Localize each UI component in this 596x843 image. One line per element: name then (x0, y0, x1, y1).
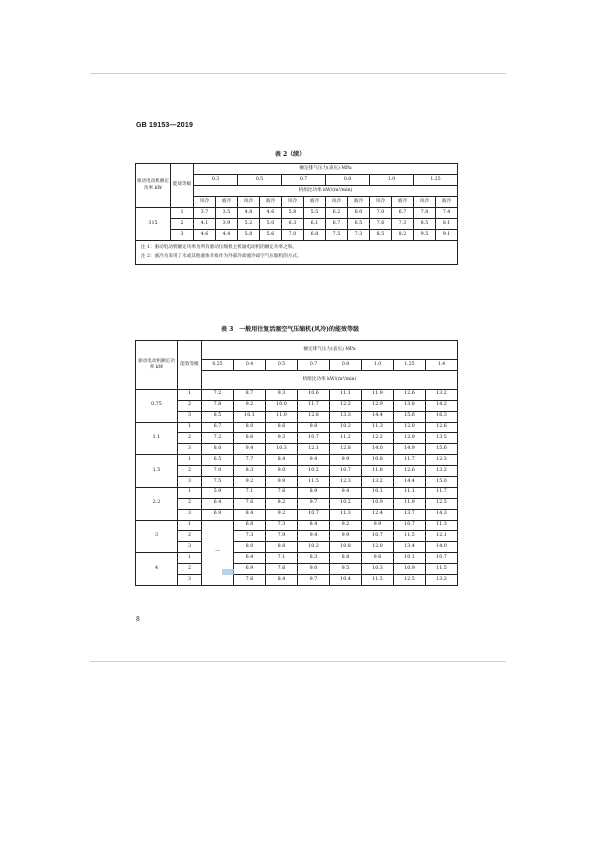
specific-power-value: 11.3 (426, 520, 458, 531)
specific-power-value: 12.5 (394, 575, 426, 586)
table-row (136, 444, 458, 455)
efficiency-level: 2 (178, 498, 202, 509)
pressure-value: 0.7 (282, 175, 326, 186)
pressure-value: 0.5 (266, 360, 298, 371)
specific-power-value: 7.6 (266, 564, 298, 575)
specific-power-value: 12.5 (426, 498, 458, 509)
efficiency-level: 1 (171, 208, 194, 219)
specific-power-value: 9.4 (298, 531, 330, 542)
specific-power-value: 9.7 (298, 498, 330, 509)
specific-power-value: 9.9 (330, 455, 362, 466)
specific-power-value: 7.0 (370, 208, 392, 219)
specific-power-value: 12.9 (362, 400, 394, 411)
specific-power-value: 10.7 (362, 531, 394, 542)
table-row (136, 520, 458, 531)
pressure-value: 0.4 (234, 360, 266, 371)
specific-power-value: 10.2 (330, 422, 362, 433)
specific-power-value: 9.9 (266, 477, 298, 488)
efficiency-level-header: 能效等级 (178, 341, 202, 390)
specific-power-value: 14.3 (426, 509, 458, 520)
cooling-type: 风冷 (370, 197, 392, 208)
specific-power-value: 12.2 (330, 400, 362, 411)
specific-power-value: 12.1 (298, 444, 330, 455)
efficiency-level-header: 能效等级 (171, 164, 194, 208)
pressure-value: 0.25 (202, 360, 234, 371)
cooling-type: 风冷 (414, 197, 436, 208)
motor-power-value: 1.5 (136, 455, 178, 488)
specific-power-value: 5.8 (282, 208, 304, 219)
efficiency-level: 2 (178, 531, 202, 542)
top-rule (90, 73, 506, 74)
table-row (136, 208, 458, 219)
specific-power-value: 7.4 (436, 208, 458, 219)
specific-power-value: 11.1 (394, 487, 426, 498)
specific-power-value: 12.8 (330, 444, 362, 455)
efficiency-level: 1 (178, 520, 202, 531)
specific-power-value: 11.5 (298, 477, 330, 488)
specific-power-value: 7.3 (348, 230, 370, 241)
specific-power-value: 8.4 (298, 520, 330, 531)
specific-power-value: 8.0 (234, 422, 266, 433)
specific-power-value: 7.1 (266, 553, 298, 564)
table-3 (135, 340, 458, 586)
cooling-type: 风冷 (326, 197, 348, 208)
specific-power-value: 8.7 (234, 389, 266, 400)
specific-power-value: 9.4 (298, 455, 330, 466)
specific-power-value: 10.7 (330, 466, 362, 477)
efficiency-level: 1 (178, 487, 202, 498)
specific-power-value: 11.3 (330, 509, 362, 520)
cooling-type: 风冷 (194, 197, 216, 208)
specific-power-value: 6.5 (348, 219, 370, 230)
cooling-type: 液冷 (304, 197, 326, 208)
specific-power-value: 16.3 (426, 411, 458, 422)
specific-power-value: 6.2 (326, 208, 348, 219)
pressure-value: 1.25 (414, 175, 458, 186)
specific-power-value: 12.4 (362, 509, 394, 520)
specific-power-value: 7.6 (266, 487, 298, 498)
pressure-value: 0.7 (298, 360, 330, 371)
table-row (136, 230, 458, 241)
specific-power-value: 12.3 (330, 477, 362, 488)
specific-power-value: 13.3 (330, 411, 362, 422)
table-row (136, 531, 458, 542)
specific-power-value: 9.9 (362, 520, 394, 531)
specific-power-value: 3.5 (216, 208, 238, 219)
specific-power-value: 8.2 (266, 498, 298, 509)
specific-power-value: 11.7 (394, 455, 426, 466)
specific-power-value: 6.5 (202, 455, 234, 466)
pressure-header: 额定排气压力(表压) MPa (202, 341, 458, 360)
specific-power-value: 10.2 (298, 542, 330, 553)
specific-power-value: 8.6 (266, 422, 298, 433)
efficiency-level: 3 (178, 575, 202, 586)
specific-power-value: 11.0 (266, 411, 298, 422)
specific-power-value: 4.6 (260, 208, 282, 219)
specific-power-value: 8.9 (298, 487, 330, 498)
cooling-type: 风冷 (238, 197, 260, 208)
specific-power-value: 3.7 (194, 208, 216, 219)
specific-power-value: 13.2 (426, 466, 458, 477)
specific-power-value: 8.8 (266, 542, 298, 553)
specific-power-value: 8.4 (266, 455, 298, 466)
specific-power-value: 11.7 (298, 400, 330, 411)
specific-power-value: 9.5 (414, 230, 436, 241)
motor-power-value: 3 (136, 520, 178, 553)
specific-power-value: 8.3 (234, 466, 266, 477)
specific-power-value: 7.5 (326, 230, 348, 241)
specific-power-value: 12.6 (426, 422, 458, 433)
efficiency-level: 2 (178, 433, 202, 444)
specific-power-value: 10.4 (330, 575, 362, 586)
specific-power-value: 12.6 (394, 466, 426, 477)
specific-power-value: 11.8 (362, 466, 394, 477)
specific-power-value: 10.3 (266, 444, 298, 455)
specific-power-value: 10.1 (234, 411, 266, 422)
motor-power-value: 2.2 (136, 487, 178, 520)
cooling-type: 液冷 (260, 197, 282, 208)
specific-power-value: 6.4 (202, 498, 234, 509)
specific-power-value: 6.8 (234, 520, 266, 531)
table-row (136, 455, 458, 466)
specific-power-value: 10.9 (362, 498, 394, 509)
specific-power-value: 4.4 (216, 230, 238, 241)
specific-power-value: 12.0 (394, 422, 426, 433)
table-row (136, 400, 458, 411)
table-row (136, 477, 458, 488)
specific-power-value: 8.3 (298, 553, 330, 564)
specific-power-value: 9.7 (298, 575, 330, 586)
specific-power-value: 5.6 (260, 230, 282, 241)
motor-power-value: 1.1 (136, 422, 178, 455)
specific-power-value: 10.7 (298, 433, 330, 444)
specific-power-value: 14.0 (362, 444, 394, 455)
specific-power-value: 15.0 (426, 477, 458, 488)
specific-power-header: 机组比功率 kW/(m³/min) (202, 370, 458, 389)
specific-power-value: 7.8 (202, 400, 234, 411)
specific-power-value: 7.9 (266, 531, 298, 542)
specific-power-value: 7.6 (234, 575, 266, 586)
specific-power-value: 6.7 (392, 208, 414, 219)
cooling-type: 液冷 (348, 197, 370, 208)
specific-power-value: 6.3 (282, 219, 304, 230)
specific-power-value: 9.1 (436, 230, 458, 241)
efficiency-level: 3 (178, 411, 202, 422)
specific-power-value: 8.2 (392, 230, 414, 241)
specific-power-value: 9.8 (298, 422, 330, 433)
specific-power-value: 4.8 (238, 208, 260, 219)
specific-power-value: 5.9 (202, 487, 234, 498)
specific-power-value: 8.5 (202, 411, 234, 422)
specific-power-value: 9.3 (266, 389, 298, 400)
specific-power-value: 10.2 (298, 466, 330, 477)
pressure-value: 0.5 (238, 175, 282, 186)
specific-power-value: 10.1 (362, 487, 394, 498)
specific-power-value: 7.0 (202, 466, 234, 477)
specific-power-value: 9.0 (266, 466, 298, 477)
specific-power-value: 4.6 (194, 230, 216, 241)
specific-power-value: 15.6 (394, 411, 426, 422)
specific-power-value: 7.3 (266, 520, 298, 531)
specific-power-value: 9.6 (362, 553, 394, 564)
motor-power-header: 驱动电动机额定功率 kW (136, 164, 171, 208)
specific-power-value: 14.4 (394, 477, 426, 488)
specific-power-value: 7.3 (234, 531, 266, 542)
motor-power-value: 0.75 (136, 389, 178, 422)
table-row (136, 575, 458, 586)
motor-power-header: 驱动电动机额定功率 kW (136, 341, 178, 390)
specific-power-value: 7.6 (370, 219, 392, 230)
specific-power-value: 13.5 (426, 433, 458, 444)
specific-power-header: 机组比功率 kW/(m³/min) (194, 186, 458, 197)
table2-caption: 表 2（续） (274, 151, 306, 158)
specific-power-value: 9.2 (330, 520, 362, 531)
specific-power-value: 6.9 (234, 564, 266, 575)
efficiency-level: 2 (178, 564, 202, 575)
bottom-rule (90, 661, 506, 662)
specific-power-value: 13.2 (426, 389, 458, 400)
specific-power-value: 13.2 (362, 477, 394, 488)
specific-power-value: 8.4 (266, 575, 298, 586)
specific-power-value: 10.7 (394, 520, 426, 531)
table-row (136, 509, 458, 520)
specific-power-value: 8.4 (234, 509, 266, 520)
specific-power-value: 9.4 (234, 444, 266, 455)
specific-power-value: 10.9 (394, 564, 426, 575)
specific-power-value: 12.8 (298, 411, 330, 422)
motor-power-value: 4 (136, 553, 178, 586)
specific-power-value: 9.0 (298, 564, 330, 575)
specific-power-value: 5.5 (304, 208, 326, 219)
specific-power-value: 3.9 (216, 219, 238, 230)
specific-power-value: 7.1 (234, 487, 266, 498)
table-row (136, 411, 458, 422)
specific-power-value: 8.5 (370, 230, 392, 241)
specific-power-value: 9.2 (266, 509, 298, 520)
specific-power-value: 10.8 (330, 542, 362, 553)
specific-power-value: 8.6 (234, 433, 266, 444)
specific-power-value: 11.7 (426, 487, 458, 498)
specific-power-value: 12.6 (394, 389, 426, 400)
highlight-mark (222, 569, 234, 575)
efficiency-level: 2 (171, 219, 194, 230)
specific-power-value: 12.9 (394, 433, 426, 444)
specific-power-value: 4.1 (194, 219, 216, 230)
specific-power-value: 6.0 (348, 208, 370, 219)
specific-power-value: 13.4 (394, 542, 426, 553)
efficiency-level: 1 (178, 389, 202, 400)
specific-power-value: 6.7 (326, 219, 348, 230)
specific-power-value: 8.0 (234, 542, 266, 553)
specific-power-value: 10.3 (362, 564, 394, 575)
specific-power-value: 8.8 (330, 553, 362, 564)
specific-power-value: 11.3 (362, 422, 394, 433)
cooling-type: 风冷 (282, 197, 304, 208)
efficiency-level: 3 (178, 542, 202, 553)
specific-power-value: 6.1 (304, 219, 326, 230)
pressure-value: 1.4 (426, 360, 458, 371)
pressure-value: 0.8 (330, 360, 362, 371)
specific-power-value: 12.2 (362, 433, 394, 444)
specific-power-value: 9.3 (266, 433, 298, 444)
not-applicable-cell: — (202, 520, 234, 585)
specific-power-value: 10.0 (266, 400, 298, 411)
specific-power-value: 11.5 (394, 531, 426, 542)
specific-power-value: 10.1 (394, 553, 426, 564)
efficiency-level: 3 (178, 509, 202, 520)
specific-power-value: 6.8 (304, 230, 326, 241)
table-row (136, 389, 458, 400)
specific-power-value: 14.4 (362, 411, 394, 422)
specific-power-value: 11.9 (362, 389, 394, 400)
specific-power-value: 12.0 (362, 542, 394, 553)
table-row (136, 487, 458, 498)
specific-power-value: 11.2 (330, 433, 362, 444)
specific-power-value: 13.8 (394, 400, 426, 411)
specific-power-value: 9.5 (330, 564, 362, 575)
specific-power-value: 12.3 (426, 455, 458, 466)
specific-power-value: 7.5 (202, 477, 234, 488)
pressure-value: 0.8 (326, 175, 370, 186)
specific-power-value: 7.2 (202, 389, 234, 400)
specific-power-value: 7.3 (392, 219, 414, 230)
specific-power-value: 5.0 (260, 219, 282, 230)
specific-power-value: 7.2 (202, 433, 234, 444)
specific-power-value: 7.6 (234, 498, 266, 509)
pressure-value: 1.0 (362, 360, 394, 371)
table-row (136, 422, 458, 433)
table-note: 注 1：驱动电动机额定功率为所有驱动压缩机主机轴电动机的额定功率之和。 (141, 245, 297, 250)
specific-power-value: 7.0 (282, 230, 304, 241)
table-row (136, 466, 458, 477)
specific-power-value: 10.7 (298, 509, 330, 520)
efficiency-level: 2 (178, 466, 202, 477)
specific-power-value: 11.1 (330, 389, 362, 400)
specific-power-value: 5.2 (238, 219, 260, 230)
efficiency-level: 1 (178, 422, 202, 433)
motor-power-value: 315 (136, 208, 171, 241)
table-note: 注 2：液冷为采用了水或其他液体介质作为外部冷却液冷却空气压缩机的方式。 (141, 253, 302, 259)
specific-power-value: 6.7 (202, 422, 234, 433)
specific-power-value: 7.8 (414, 208, 436, 219)
specific-power-value: 13.7 (394, 509, 426, 520)
specific-power-value: 10.7 (426, 553, 458, 564)
specific-power-value: 10.8 (362, 455, 394, 466)
specific-power-value: 9.9 (330, 531, 362, 542)
specific-power-value: 10.6 (298, 389, 330, 400)
table-row (136, 219, 458, 230)
table-notes (136, 241, 458, 265)
table-2 (135, 163, 458, 265)
specific-power-value: 10.2 (330, 498, 362, 509)
cooling-type: 液冷 (436, 197, 458, 208)
document-code: GB 19153—2019 (136, 122, 194, 129)
specific-power-value: 15.6 (426, 444, 458, 455)
specific-power-value: 14.0 (426, 542, 458, 553)
specific-power-value: 9.2 (234, 400, 266, 411)
cooling-type: 液冷 (392, 197, 414, 208)
efficiency-level: 2 (178, 400, 202, 411)
specific-power-value: 14.9 (394, 444, 426, 455)
table-row (136, 542, 458, 553)
specific-power-value: 14.2 (426, 400, 458, 411)
cooling-type: 液冷 (216, 197, 238, 208)
specific-power-value: 5.8 (238, 230, 260, 241)
specific-power-value: 8.0 (202, 444, 234, 455)
specific-power-value: 11.5 (426, 564, 458, 575)
specific-power-value: 8.1 (436, 219, 458, 230)
table-row (136, 498, 458, 509)
page-number: 8 (136, 616, 140, 623)
specific-power-value: 6.4 (234, 553, 266, 564)
pressure-value: 0.3 (194, 175, 238, 186)
specific-power-value: 8.5 (414, 219, 436, 230)
specific-power-value: 9.2 (234, 477, 266, 488)
table3-caption: 表 3 一般用往复活塞空气压缩机(风冷)的能效等级 (221, 326, 359, 333)
specific-power-value: 9.4 (330, 487, 362, 498)
pressure-value: 1.0 (370, 175, 414, 186)
specific-power-value: 6.9 (202, 509, 234, 520)
efficiency-level: 3 (178, 444, 202, 455)
specific-power-value: 11.9 (394, 498, 426, 509)
pressure-value: 1.25 (394, 360, 426, 371)
specific-power-value: 12.1 (426, 531, 458, 542)
specific-power-value: 13.2 (426, 575, 458, 586)
specific-power-value: 11.5 (362, 575, 394, 586)
efficiency-level: 1 (178, 455, 202, 466)
specific-power-value: 7.7 (234, 455, 266, 466)
efficiency-level: 3 (178, 477, 202, 488)
table-row (136, 553, 458, 564)
table-row (136, 433, 458, 444)
table-row (136, 564, 458, 575)
efficiency-level: 3 (171, 230, 194, 241)
pressure-header: 额定排气压力(表压) MPa (194, 164, 458, 175)
efficiency-level: 1 (178, 553, 202, 564)
